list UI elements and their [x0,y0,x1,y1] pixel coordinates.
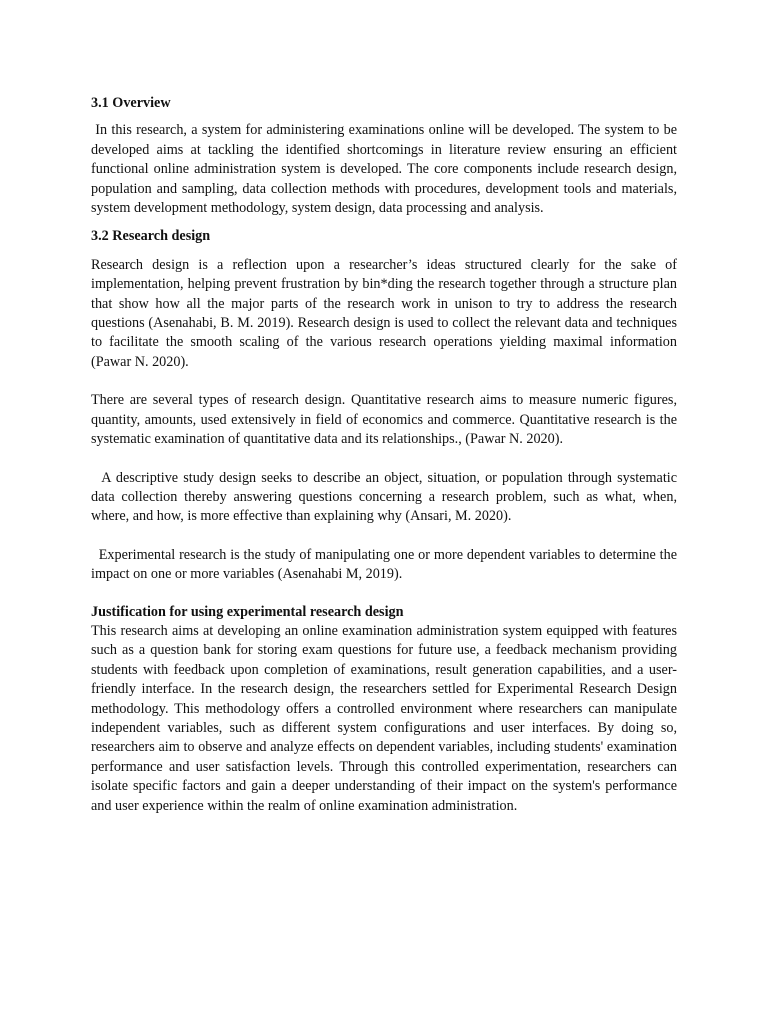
research-design-paragraph-2: There are several types of research design. Quantitative research aims to measure numeric figures, quantity, amounts, used extensively in field of economics and commerce. Quantitative research is the systematic examination of quantitative data and its relationships., (Pawar N. 2020). [91,392,677,448]
research-design-paragraph-1: Research design is a reflection upon a researcher’s ideas structured clearly for the sake of implementation, helping prevent frustration by bin*ding the research together through a structure plan that show how all the major parts of the research work in unison to try to address the research questions (Asenahabi, B. M. 2019). Research design is used to collect the relevant data and techniques to facilitate the smooth scaling of the various research operations yielding maximal information (Pawar N. 2020). [91,256,677,370]
section-heading-research-design: 3.2 Research design [91,228,211,245]
overview-paragraph: In this research, a system for administering examinations online will be developed. The system to be developed aims at tackling the identified shortcomings in literature review ensuring an efficient functional online administration system is developed. The core components include research design, population and sampling, data collection methods with procedures, development tools and materials, system development methodology, system design, data processing and analysis. [91,122,681,217]
justification-paragraph: This research aims at developing an online examination administration system equipped with features such as a question bank for storing exam questions for future use, a feedback mechanism providing students with feedback upon completion of examinations, result generation capabilities, and a user-friendly interface. In the research design, the researchers settled for Experimental Research Design methodology. This methodology offers a controlled environment where researchers can manipulate independent variables, such as different system configurations and user interfaces. By doing so, researchers aim to observe and analyze effects on dependent variables, including students' examination performance and user satisfaction levels. Through this controlled experimentation, researchers can isolate specific factors and gain a deeper understanding of their impact on the system's performance and user experience within the realm of online examination administration. [91,622,677,814]
research-design-paragraph-3: A descriptive study design seeks to describe an object, situation, or population through systematic data collection thereby answering questions concerning a research problem, such as what, when, where, and how, is more effective than explaining why (Ansari, M. 2020). [91,469,681,525]
document-page [91,94,681,816]
section-heading-overview: 3.1 Overview [91,95,171,111]
section-heading-justification: Justification for using experimental research design [91,603,404,620]
research-design-paragraph-4: Experimental research is the study of manipulating one or more dependent variables to determine the impact on one or more variables (Asenahabi M, 2019). [91,546,681,583]
